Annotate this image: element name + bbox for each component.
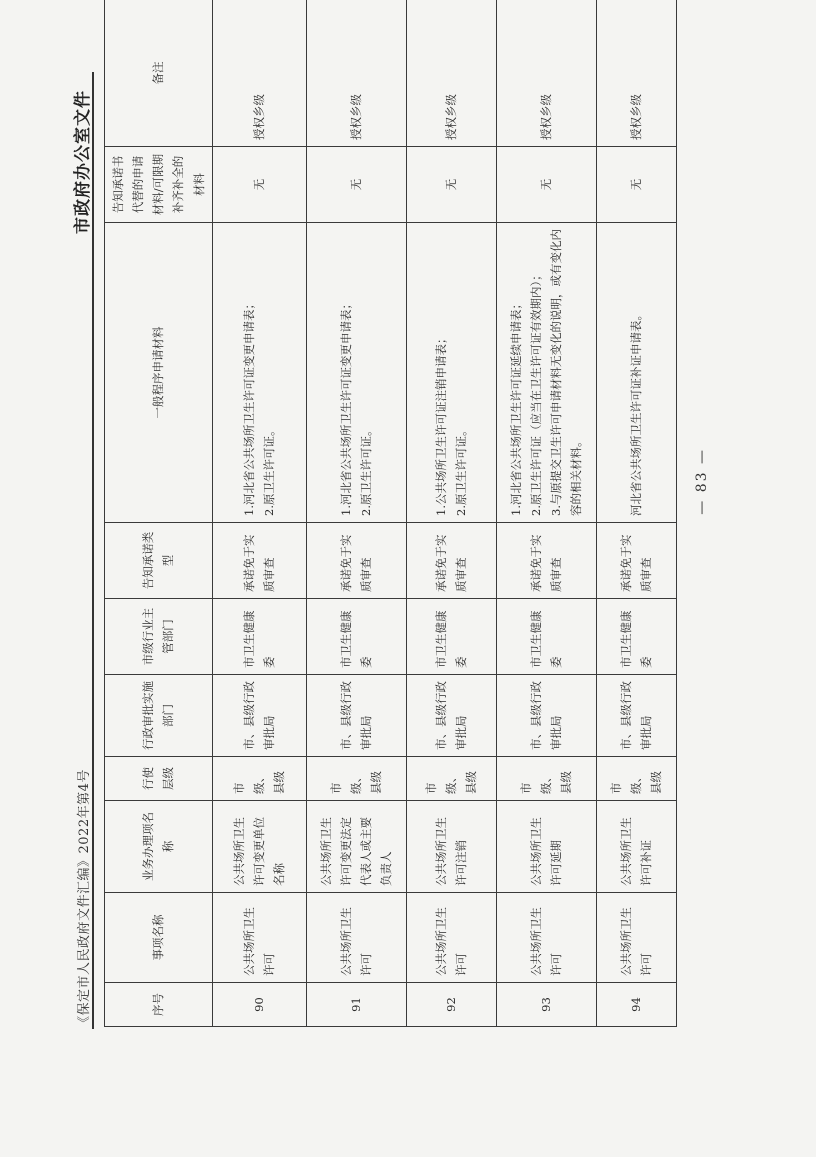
- col-header-materials: 一般程序申请材料: [105, 223, 213, 523]
- table-row: [306, 0, 406, 1027]
- table-body: [212, 0, 676, 1027]
- approval-items-table: [104, 0, 677, 1027]
- row-no: 94: [596, 983, 676, 1027]
- row-remark: 授权乡级: [596, 0, 676, 147]
- row-item: 公共场所卫生许可: [306, 893, 406, 983]
- material-line: 河北省公共场所卫生许可证补证申请表。: [629, 309, 644, 516]
- row-business: 公共场所卫生许可注销: [406, 801, 496, 893]
- row-promise-type: 承诺免于实质审查: [496, 523, 596, 599]
- row-promise-type: 承诺免于实质审查: [306, 523, 406, 599]
- row-promise-type: 承诺免于实质审查: [596, 523, 676, 599]
- row-industry-dept: 市卫生健康委: [496, 599, 596, 675]
- row-promise-type: 承诺免于实质审查: [212, 523, 306, 599]
- col-header-promise-type: 告知承诺类型: [105, 523, 213, 599]
- row-remark: 授权乡级: [306, 0, 406, 147]
- table-row: [212, 0, 306, 1027]
- row-item: 公共场所卫生许可: [496, 893, 596, 983]
- row-level: 市级、县级: [496, 757, 596, 801]
- header-rule: [92, 72, 94, 1029]
- issuer-header: 市政府办公室文件: [73, 90, 93, 234]
- row-materials: [596, 223, 676, 523]
- row-no: 91: [306, 983, 406, 1027]
- row-business: 公共场所卫生许可变更法定代表人或主要负责人: [306, 801, 406, 893]
- row-business: 公共场所卫生许可变更单位名称: [212, 801, 306, 893]
- row-level: 市级、县级: [406, 757, 496, 801]
- row-promise-type: 承诺免于实质审查: [406, 523, 496, 599]
- table-row: [596, 0, 676, 1027]
- row-materials: [212, 223, 306, 523]
- publication-header: 《保定市人民政府文件汇编》2022年第4号: [77, 769, 92, 1029]
- row-item: 公共场所卫生许可: [406, 893, 496, 983]
- row-business: 公共场所卫生许可延期: [496, 801, 596, 893]
- material-line: 2.原卫生许可证（应当在卫生许可证有效期内）；: [529, 269, 543, 516]
- row-level: 市级、县级: [212, 757, 306, 801]
- row-materials: [306, 223, 406, 523]
- row-approval-dept: 市、县级行政审批局: [406, 675, 496, 757]
- col-header-replaced: 告知承诺书代替的申请材料/可限期补齐补全的材料: [105, 147, 213, 223]
- col-header-industry-dept: 市级行业主管部门: [105, 599, 213, 675]
- row-item: 公共场所卫生许可: [212, 893, 306, 983]
- row-remark: 授权乡级: [496, 0, 596, 147]
- row-replaced: 无: [496, 147, 596, 223]
- col-header-business: 业务办理项名 称: [105, 801, 213, 893]
- row-approval-dept: 市、县级行政审批局: [306, 675, 406, 757]
- row-materials: [496, 223, 596, 523]
- material-line: 1.河北省公共场所卫生许可证变更申请表；: [339, 298, 353, 516]
- col-header-item: 事项名称: [105, 893, 213, 983]
- row-level: 市级、县级: [306, 757, 406, 801]
- row-replaced: 无: [306, 147, 406, 223]
- row-business: 公共场所卫生许可补证: [596, 801, 676, 893]
- row-replaced: 无: [406, 147, 496, 223]
- row-industry-dept: 市卫生健康委: [306, 599, 406, 675]
- material-line: 2.原卫生许可证。: [359, 424, 374, 516]
- material-line: 2.原卫生许可证。: [454, 424, 469, 516]
- row-remark: 授权乡级: [212, 0, 306, 147]
- col-header-no: 序号: [105, 983, 213, 1027]
- row-item: 公共场所卫生许可: [596, 893, 676, 983]
- row-approval-dept: 市、县级行政审批局: [596, 675, 676, 757]
- material-line: 3.与原提交卫生许可申请材料无变化的说明，或有变化内容的相关材料。: [549, 229, 584, 516]
- row-materials: [406, 223, 496, 523]
- col-header-approval-dept: 行政审批实施部门: [105, 675, 213, 757]
- page-number: — 83 —: [694, 448, 710, 515]
- row-approval-dept: 市、县级行政审批局: [212, 675, 306, 757]
- row-replaced: 无: [596, 147, 676, 223]
- row-industry-dept: 市卫生健康委: [596, 599, 676, 675]
- table-row: [496, 0, 596, 1027]
- material-line: 1.河北省公共场所卫生许可证延续申请表；: [508, 298, 523, 516]
- table-row: [406, 0, 496, 1027]
- material-line: 1.河北省公共场所卫生许可证变更申请表；: [242, 298, 256, 516]
- row-industry-dept: 市卫生健康委: [406, 599, 496, 675]
- col-header-level: 行使层级: [105, 757, 213, 801]
- table-header-row: [105, 0, 213, 1027]
- row-no: 92: [406, 983, 496, 1027]
- col-header-remark: 备注: [105, 0, 213, 147]
- material-line: 2.原卫生许可证。: [262, 424, 277, 516]
- row-level: 市级、县级: [596, 757, 676, 801]
- row-no: 90: [212, 983, 306, 1027]
- row-replaced: 无: [212, 147, 306, 223]
- material-line: 1.公共场所卫生许可证注销申请表；: [434, 332, 448, 516]
- row-remark: 授权乡级: [406, 0, 496, 147]
- row-approval-dept: 市、县级行政审批局: [496, 675, 596, 757]
- row-industry-dept: 市卫生健康委: [212, 599, 306, 675]
- row-no: 93: [496, 983, 596, 1027]
